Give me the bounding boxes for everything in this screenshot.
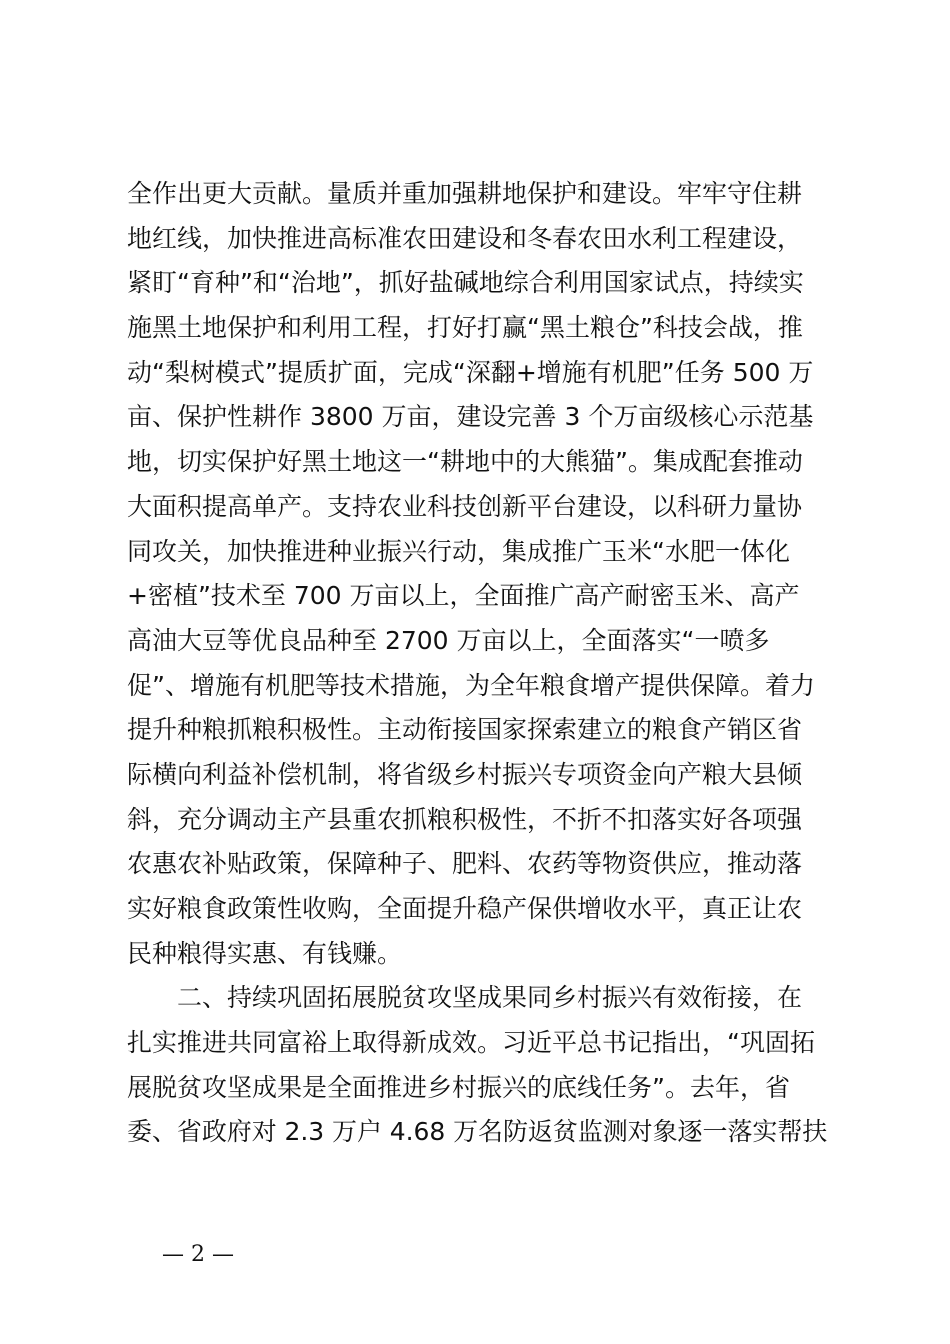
text-line: 际横向利益补偿机制，将省级乡村振兴专项资金向产粮大县倾: [127, 759, 803, 789]
text-line: 高油大豆等优良品种至 2700 万亩以上，全面落实“一喷多: [127, 625, 770, 655]
text-line: 促”、增施有机肥等技术措施，为全年粮食增产提供保障。着力: [127, 670, 815, 700]
text-line: 地红线，加快推进高标准农田建设和冬春农田水利工程建设，: [127, 223, 803, 253]
text-line: 农惠农补贴政策，保障种子、肥料、农药等物资供应，推动落: [127, 849, 803, 879]
body-text: [127, 172, 827, 1155]
text-line: 委、省政府对 2.3 万户 4.68 万名防返贫监测对象逐一落实帮扶: [127, 1117, 828, 1147]
text-line: 展脱贫攻坚成果是全面推进乡村振兴的底线任务”。去年，省: [127, 1072, 790, 1102]
text-line: 地，切实保护好黑土地这一“耕地中的大熊猫”。集成配套推动: [127, 447, 803, 477]
page-number: — 2 —: [162, 1242, 234, 1267]
paragraph-start-line: 二、持续巩固拓展脱贫攻坚成果同乡村振兴有效衔接，在: [177, 983, 803, 1013]
text-line: 施黑土地保护和利用工程，打好打赢“黑土粮仓”科技会战，推: [127, 313, 803, 343]
text-line: 动“梨树模式”提质扩面，完成“深翻+增施有机肥”任务 500 万: [127, 357, 814, 387]
text-line: 提升种粮抓粮积极性。主动衔接国家探索建立的粮食产销区省: [127, 715, 803, 745]
text-line: 扎实推进共同富裕上取得新成效。习近平总书记指出，“巩固拓: [127, 1028, 815, 1058]
text-line: 民种粮得实惠、有钱赚。: [127, 938, 403, 968]
text-line: 全作出更大贡献。量质并重加强耕地保护和建设。牢牢守住耕: [127, 179, 803, 208]
text-line: 同攻关，加快推进种业振兴行动，集成推广玉米“水肥一体化: [127, 536, 790, 566]
text-line: 大面积提高单产。支持农业科技创新平台建设，以科研力量协: [127, 491, 803, 521]
text-line: 实好粮食政策性收购，全面提升稳产保供增收水平，真正让农: [127, 894, 803, 923]
text-line: 斜，充分调动主产县重农抓粮积极性，不折不扣落实好各项强: [127, 804, 803, 834]
text-line: +密植”技术至 700 万亩以上，全面推广高产耐密玉米、高产: [127, 581, 800, 611]
text-line: 亩、保护性耕作 3800 万亩，建设完善 3 个万亩级核心示范基: [127, 402, 814, 432]
text-line: 紧盯“育种”和“治地”，抓好盐碱地综合利用国家试点，持续实: [127, 268, 804, 298]
